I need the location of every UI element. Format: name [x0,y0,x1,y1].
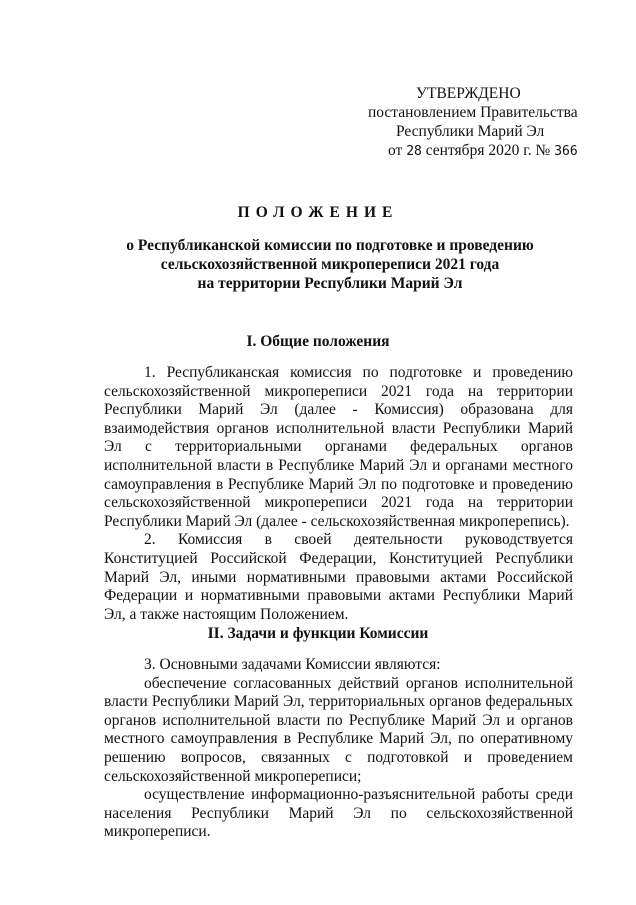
subtitle-line: на территории Республики Марий Эл [197,275,463,292]
subtitle-line: сельскохозяйственной микропереписи 2021 года [160,256,500,273]
date-day: 28 [406,144,422,159]
date-rest: сентября 2020 г. № [425,142,551,159]
approval-title: УТВЕРЖДЕНО [416,85,521,102]
date-prefix: от [388,142,403,159]
paragraph-1: 1. Республиканская комиссия по подготовке и проведению сельскохозяйственной микропереписи 2021 года на территории Республики Марий Эл (далее - Комиссия) образована для взаимодействия органов исполнительной власти Республики Марий Эл с территориальными органами федеральных органов исполнительной власти в Республике Марий Эл и органами местного самоуправления в Республике Марий Эл по подготовке и проведению сельскохозяйственной микропереписи 2021 года на территории Республики Марий Эл (далее - сельскохозяйственная микроперепись). [104,364,573,530]
document-subtitle [100,236,560,293]
subtitle-line: о Республиканской комиссии по подготовке и проведению [126,237,534,254]
resolution-number: 366 [554,144,578,159]
section-1-body [104,364,573,624]
section-1-heading: I. Общие положения [246,333,390,350]
section-2-body [104,656,573,842]
paragraph-task-1: обеспечение согласованных действий органов исполнительной власти Республики Марий Эл, территориальных органов федеральных органов исполнительной власти по Республике Марий Эл и органов местного самоуправления в Республике Марий Эл, по оперативному решению вопросов, связанных с подготовкой и проведением сельскохозяйственной микропереписи; [104,674,573,785]
approval-resolution: постановлением Правительства [368,104,578,121]
approval-government: Республики Марий Эл [396,123,545,140]
document-title: ПОЛОЖЕНИЕ [237,204,399,221]
paragraph-2: 2. Комиссия в своей деятельности руководствуется Конституцией Российской Федерации, Конституцией Республики Марий Эл, иными нормативными правовыми актами Российской Федерации и нормативными правовыми актами Республики Марий Эл, а также настоящим Положением. [104,531,573,623]
paragraph-3: 3. Основными задачами Комиссии являются: [144,656,441,673]
paragraph-task-2: осуществление информационно-разъяснительной работы среди населения Республики Марий Эл по сельскохозяйственной микропереписи. [104,786,573,841]
section-2-heading: II. Задачи и функции Комиссии [207,625,429,642]
approval-date-line [360,141,585,161]
approval-stamp [360,84,585,161]
